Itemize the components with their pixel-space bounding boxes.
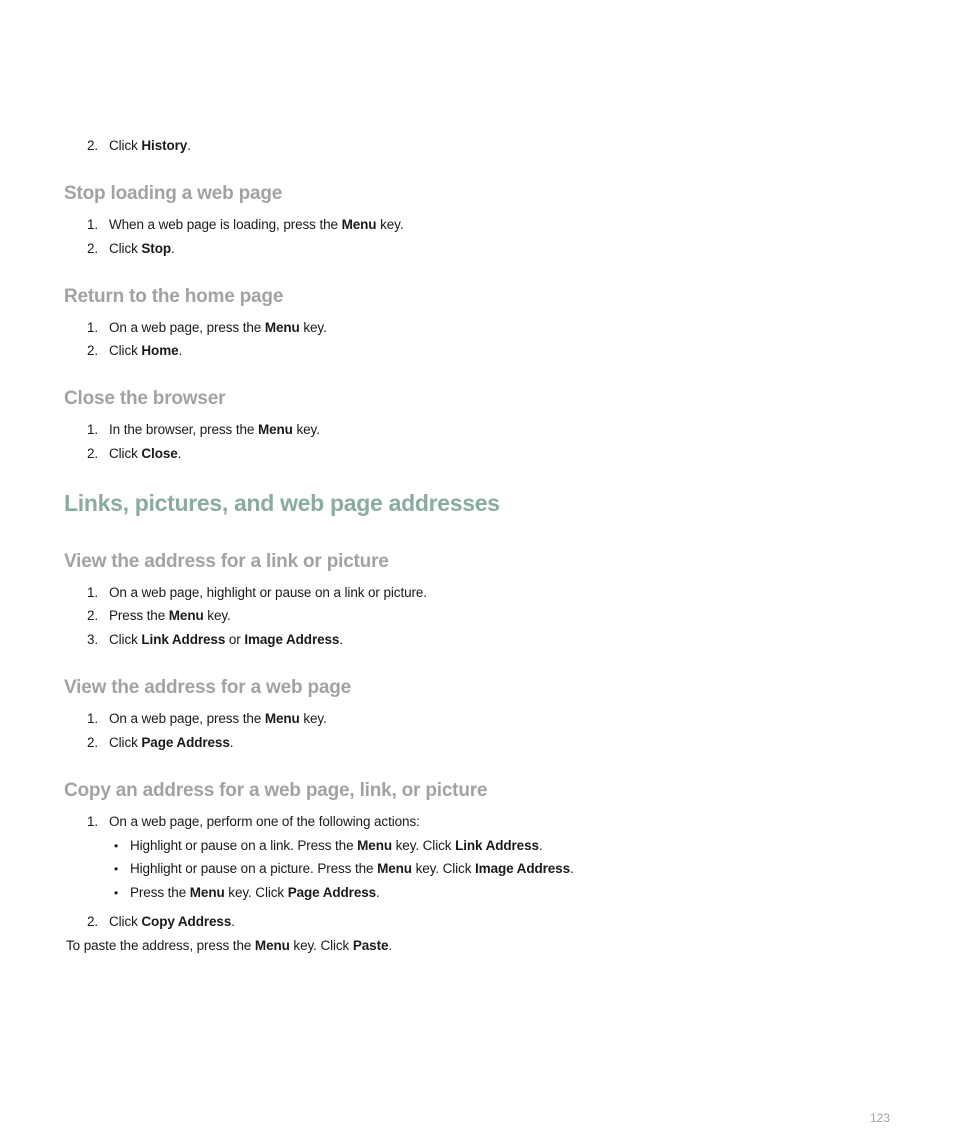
section-title-return-home: Return to the home page bbox=[64, 286, 284, 307]
step-3: 3. Click Link Address or Image Address. bbox=[87, 632, 343, 647]
step-2: 2. Click Copy Address. bbox=[87, 914, 235, 929]
step-1: 1. On a web page, highlight or pause on a link or picture. bbox=[87, 585, 427, 600]
step-2: 2. Click Stop. bbox=[87, 241, 175, 256]
bullet-item: • Press the Menu key. Click Page Address. bbox=[114, 885, 380, 900]
step-1: 1. In the browser, press the Menu key. bbox=[87, 422, 320, 437]
step-2: 2. Click Home. bbox=[87, 343, 183, 358]
step-1: 1. When a web page is loading, press the Menu key. bbox=[87, 217, 404, 232]
step-2: 2. Click Page Address. bbox=[87, 735, 234, 750]
section-title-close-browser: Close the browser bbox=[64, 388, 226, 409]
step-2: 2. Press the Menu key. bbox=[87, 608, 231, 623]
chapter-heading: Links, pictures, and web page addresses bbox=[64, 490, 500, 516]
bullet-icon: • bbox=[114, 839, 119, 853]
step-1: 1. On a web page, perform one of the following actions: bbox=[87, 814, 420, 829]
bullet-item: • Highlight or pause on a picture. Press the Menu key. Click Image Address. bbox=[114, 861, 574, 876]
section-title-view-page-address: View the address for a web page bbox=[64, 677, 351, 698]
step-1: 1. On a web page, press the Menu key. bbox=[87, 320, 327, 335]
step-click-history: 2. Click History. bbox=[87, 138, 191, 153]
page-number: 123 bbox=[869, 1111, 890, 1125]
step-number: 2. bbox=[87, 138, 99, 153]
section-title-copy-address: Copy an address for a web page, link, or picture bbox=[64, 780, 488, 801]
step-1: 1. On a web page, press the Menu key. bbox=[87, 711, 327, 726]
step-2: 2. Click Close. bbox=[87, 446, 182, 461]
bullet-icon: • bbox=[114, 886, 119, 900]
section-title-stop-loading: Stop loading a web page bbox=[64, 183, 283, 204]
bullet-item: • Highlight or pause on a link. Press the Menu key. Click Link Address. bbox=[114, 838, 543, 853]
paste-note: To paste the address, press the Menu key. Click Paste. bbox=[66, 938, 393, 953]
section-title-view-link-address: View the address for a link or picture bbox=[64, 551, 389, 572]
bullet-icon: • bbox=[114, 862, 119, 876]
